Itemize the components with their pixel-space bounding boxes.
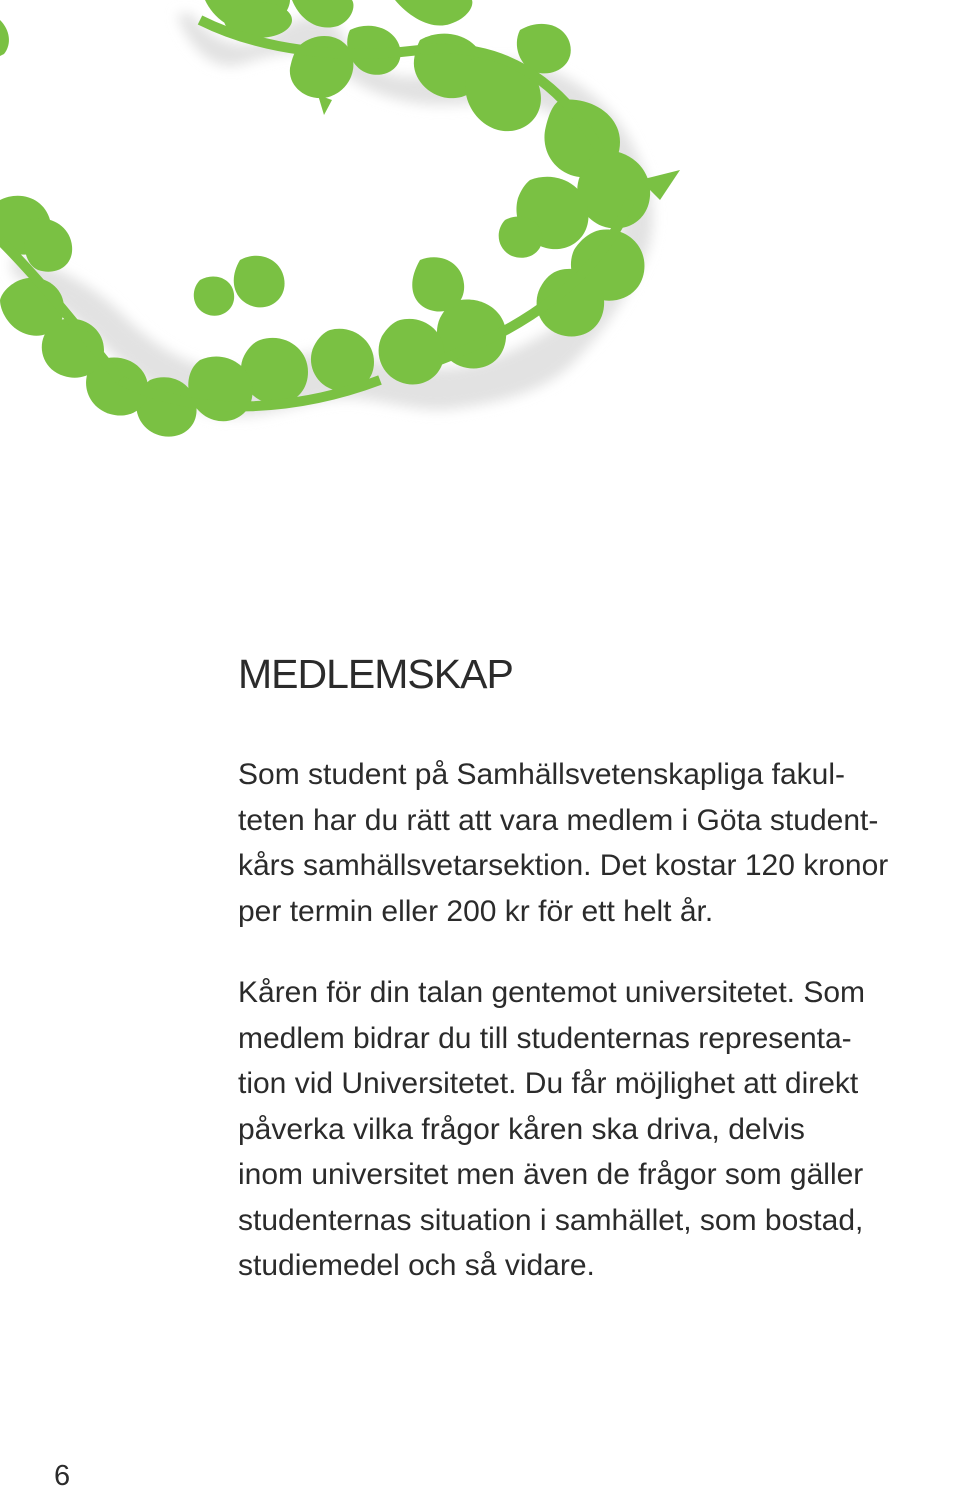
text-line: tion vid Universitetet. Du får möjlighet att direkt <box>238 1067 859 1100</box>
union-paragraph <box>238 970 938 1289</box>
page-title: MEDLEMSKAP <box>238 651 513 697</box>
text-line: studiemedel och så vidare. <box>238 1249 595 1282</box>
text-line: studenternas situation i samhället, som bostad, <box>238 1203 864 1237</box>
wreath-leaves <box>0 0 680 437</box>
page-number: 6 <box>54 1460 71 1492</box>
main-content <box>238 648 938 1289</box>
text-line: Kåren för din talan gentemot universitetet. Som <box>238 976 866 1009</box>
text-line: medlem bidrar du till studenternas representa- <box>238 1021 852 1055</box>
text-line: Som student på Samhällsvetenskapliga fakul- <box>238 758 846 791</box>
text-line: per termin eller 200 kr för ett helt år. <box>238 894 714 928</box>
text-line: kårs samhällsvetarsektion. Det kostar 120 kronor <box>238 849 889 882</box>
text-line: inom universitet men även de frågor som gäller <box>238 1158 864 1191</box>
text-line: påverka vilka frågor kåren ska driva, delvis <box>238 1112 805 1146</box>
floral-wreath-decoration <box>0 0 960 520</box>
text-line: teten har du rätt att vara medlem i Göta student- <box>238 803 879 837</box>
membership-paragraph <box>238 752 938 934</box>
